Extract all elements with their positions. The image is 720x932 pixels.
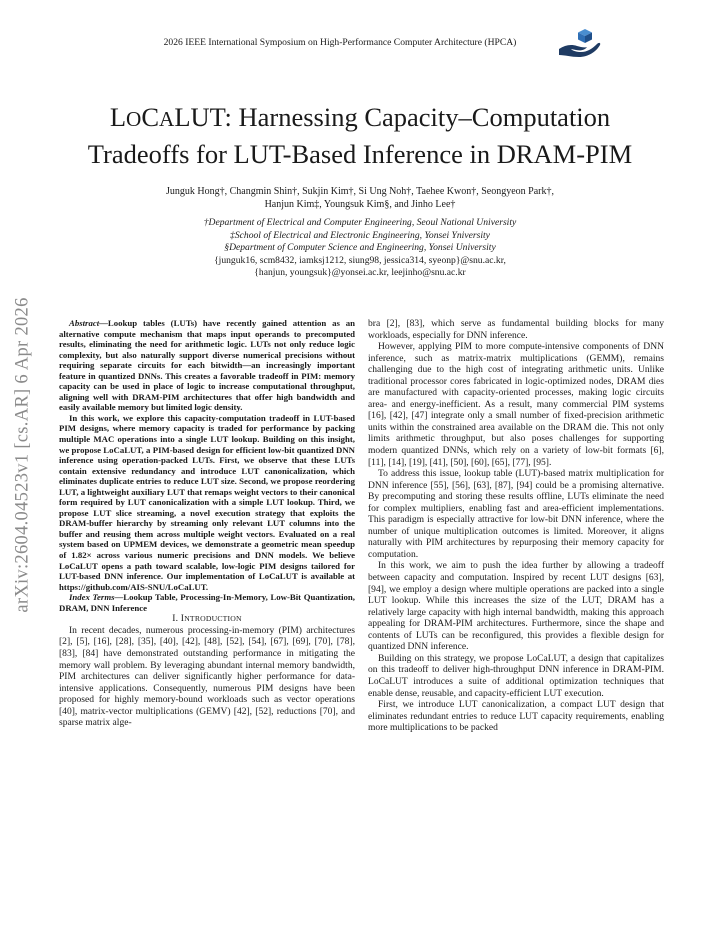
body-paragraph: First, we introduce LUT canonicalization, a compact LUT design that eliminates redundant entries to reduce LUT capacity requirements, enabling more multiplications to be packed	[368, 699, 664, 734]
title-line-2: Tradeoffs for LUT-Based Inference in DRAM-PIM	[87, 139, 633, 169]
body-paragraph: bra [2], [83], which serve as fundamental building blocks for many workloads, especially for DNN inference.	[368, 318, 664, 341]
section-number: I.	[172, 613, 181, 625]
email-line: {junguk16, scm8432, iamksj1212, siung98, jessica314, syeonp}@snu.ac.kr,	[214, 254, 506, 266]
title-part: LUT: Harnessing Capacity–Computation	[174, 102, 611, 132]
author-line: Junguk Hong†, Changmin Shin†, Sukjin Kim†, Si Ung Noh†, Taehee Kwon†, Seongyeon Park†,	[166, 186, 554, 197]
title-part: C	[141, 102, 159, 132]
section-title-part: NTRODUCTION	[184, 614, 242, 624]
title-part: A	[159, 107, 175, 131]
affiliations	[60, 217, 660, 280]
title-part: O	[126, 107, 142, 131]
abstract	[59, 318, 355, 613]
body-paragraph: In recent decades, numerous processing-in-memory (PIM) architectures [2], [5], [16], [28], [35], [40], [42], [48], [52], [54], [67], [69], [70], [78], [83], [84] have demonstrated outstanding performance in mitigating the memory wall problem. By leveraging abundant internal memory bandwidth, PIM architectures can deliver significantly higher performance for data-intensive applications. Consequently, numerous PIM designs have been proposed for highly memory-bound workloads such as vector operations [40], matrix-vector multiplications (GEMV) [42], [52], reductions [70], and sparse matrix alge-	[59, 624, 355, 729]
body-paragraph: However, applying PIM to more compute-intensive components of DNN inference, such as matrix-matrix multiplications (GEMM), remains challenging due to the high cost of integrating arithmetic units. Unlike traditional processor cores fabricated in logic-optimized nodes, DRAM dies are manufactured with capacity-oriented processes, making logic circuits area- and energy-inefficient. As a result, many commercial PIM systems [16], [42], [47] integrate only a small number of fixed-precision arithmetic units within the constrained area available on the DRAM die. This not only limits arithmetic throughput, but also poses challenges for supporting modern quantized DNNs, which rely on a variety of low-bit formats [6], [11], [14], [19], [41], [50], [60], [65], [77], [95].	[368, 341, 664, 468]
index-terms: —Lookup Table, Processing-In-Memory, Low-Bit Quantization, DRAM, DNN Inference	[59, 592, 355, 613]
arxiv-watermark: arXiv:2604.04523v1 [cs.AR] 6 Apr 2026	[12, 297, 33, 613]
abstract-paragraph: —Lookup tables (LUTs) have recently gained attention as an alternative compute mechanism that maps input operands to precomputed results, eliminating the need for arithmetic logic. LUTs not only reduce logic complexity, but also naturally support diverse numerical precisions without requiring separate circuits for each bitwidth—an increasingly important feature in quantized DNNs. This creates a favorable tradeoff in PIM: memory capacity can be used in place of logic to increase computational throughput, aligning well with DRAM-PIM architectures that offer high bandwidth and easily available memory but limited logic density.	[59, 318, 355, 413]
section-heading	[59, 613, 355, 625]
affiliation: †Department of Electrical and Computer Engineering, Seoul National University	[203, 217, 517, 228]
hpca-logo-icon	[557, 27, 603, 59]
index-terms-label: Index Terms	[69, 592, 115, 603]
author-line: Hanjun Kim‡, Youngsuk Kim§, and Jinho Lee†	[264, 199, 456, 210]
title-part: L	[109, 102, 126, 132]
body-paragraph: In this work, we aim to push the idea further by allowing a tradeoff between capacity and computation. Inspired by recent LUT designs [63], [94], we employ a design where multiple operations are packed into a single LUT lookup. While this increases the size of the LUT, DRAM has a relatively large capacity with high internal bandwidth, making this approach appealing for DRAM-PIM architectures. Furthermore, since the shape and contents of LUTs can be reconfigured, this provides a flexible design for quantized DNN inference.	[368, 560, 664, 653]
email-line: {hanjun, youngsuk}@yonsei.ac.kr, leejinho@snu.ac.kr	[254, 267, 466, 278]
body-paragraph: To address this issue, lookup table (LUT)-based matrix multiplication for DNN inference [55], [56], [63], [87], [94] could be a promising alternative. By precomputing and storing these results offline, LUTs eliminate the need for complex multipliers, enabling fast and area-efficient implementations. This paradigm is especially attractive for low-bit DNN inference, where the number of unique multiplication outcomes is limited. Moreover, it aligns naturally with PIM architectures by repurposing their memory capacity for computation.	[368, 468, 664, 560]
abstract-label: Abstract	[69, 318, 100, 328]
author-list	[60, 185, 660, 211]
affiliation: §Department of Computer Science and Engineering, Yonsei University	[224, 242, 496, 253]
right-column	[368, 318, 664, 734]
body-paragraph: Building on this strategy, we propose LoCaLUT, a design that capitalizes on this tradeoff to deliver high-throughput DNN inference in DRAM-PIM. LoCaLUT introduces a suite of additional optimization techniques that enable dense, reusable, and capacity-efficient LUT execution.	[368, 652, 664, 699]
conference-header: 2026 IEEE International Symposium on High-Performance Computer Architecture (HPCA)	[163, 37, 517, 48]
abstract-paragraph: In this work, we explore this capacity-computation tradeoff in LUT-based PIM designs, where memory capacity is traded for performance by packing multiple MAC operations into a single LUT lookup. Building on this insight, we propose LoCaLUT, a PIM-based design for efficient low-bit quantized DNN inference using operation-packed LUTs. First, we observe that these LUTs contain extensive redundancy and introduce LUT canonicalization, which eliminates duplicate entries to reduce LUT size. Second, we propose reordering LUT, a lightweight auxiliary LUT that remaps weight vectors to their canonical form required by LUT canonicalization with a simple LUT lookup. Third, we propose LUT slice streaming, a novel execution strategy that exploits the DRAM-buffer hierarchy by streaming only relevant LUT columns into the buffer and reusing them across multiple weight vectors. Evaluated on a real system based on UPMEM devices, we demonstrate a geometric mean speedup of 1.82× across various numeric precisions and DNN models. We believe LoCaLUT opens a path toward scalable, low-logic PIM designs tailored for LUT-based DNN inference. Our implementation of LoCaLUT is available at https://github.com/AIS-SNU/LoCaLUT.	[59, 412, 355, 592]
paper-title	[40, 100, 680, 172]
section-title-part: I	[180, 613, 185, 625]
left-column	[59, 318, 355, 729]
affiliation: ‡School of Electrical and Electronic Engineering, Yonsei Yniversity	[230, 229, 490, 241]
